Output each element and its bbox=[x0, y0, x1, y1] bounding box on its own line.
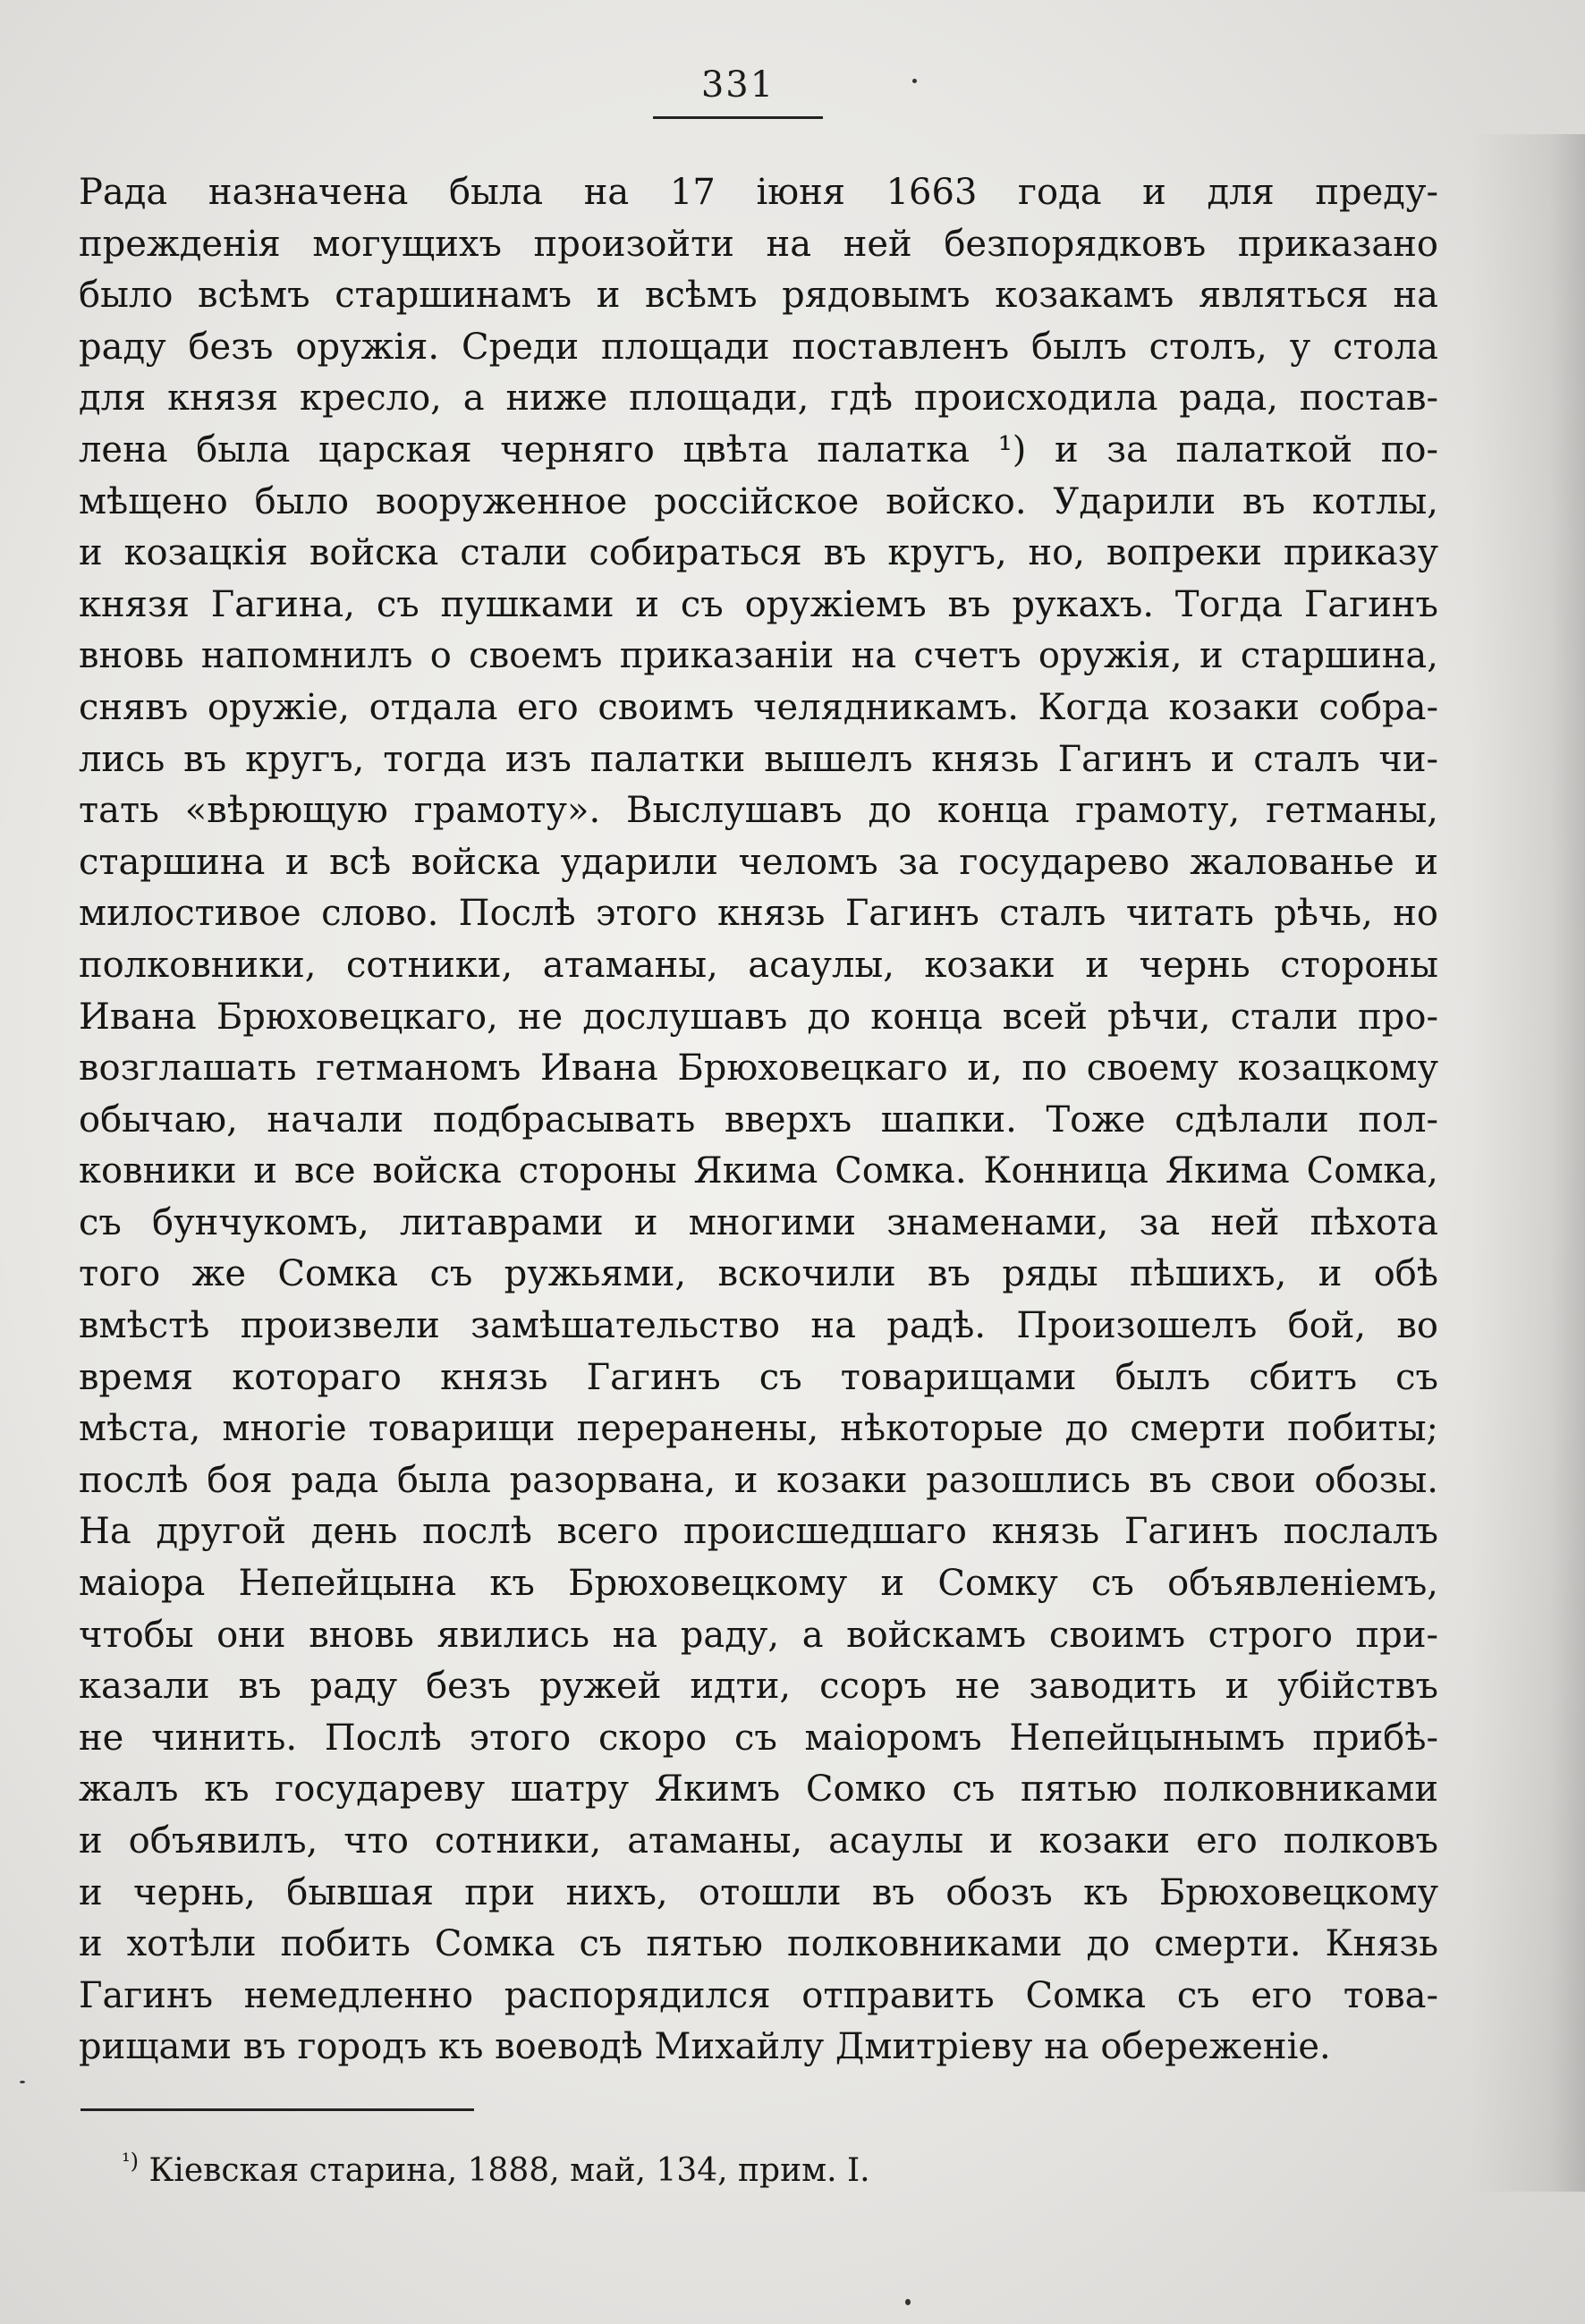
text-line: прежденія могущихъ произойти на ней безпорядковъ приказано bbox=[79, 223, 1438, 265]
text-line: На другой день послѣ всего происшедшаго князь Гагинъ послалъ bbox=[79, 1511, 1438, 1553]
text-line: обычаю, начали подбрасывать вверхъ шапки. Тоже сдѣлали пол- bbox=[79, 1098, 1438, 1141]
ink-speck bbox=[912, 79, 917, 83]
page-edge-shadow bbox=[1469, 134, 1585, 2192]
text-line: и чернь, бывшая при нихъ, отошли въ обозъ къ Брюховецкому bbox=[79, 1871, 1438, 1913]
text-line: полковники, сотники, атаманы, асаулы, козаки и чернь стороны bbox=[79, 944, 1438, 986]
text-line: казали въ раду безъ ружей идти, ссоръ не заводить и убійствъ bbox=[79, 1666, 1438, 1708]
page-number: 331 bbox=[700, 64, 776, 106]
text-line: возглашать гетманомъ Ивана Брюховецкаго и, по своему козацкому bbox=[79, 1047, 1438, 1090]
ink-speck bbox=[905, 2299, 911, 2305]
text-line: князя Гагина, съ пушками и съ оружіемъ въ рукахъ. Тогда Гагинъ bbox=[79, 583, 1438, 625]
text-line: маіора Непейцына къ Брюховецкому и Сомку съ объявленіемъ, bbox=[79, 1563, 1438, 1605]
page-number-underline bbox=[653, 116, 823, 119]
text-line: время котораго князь Гагинъ съ товарищами былъ сбитъ съ bbox=[79, 1356, 1438, 1398]
footnote-text: Кіевская старина, 1888, май, 134, прим. I. bbox=[148, 2152, 870, 2189]
footnote-marker: ¹) bbox=[122, 2149, 139, 2174]
text-line: послѣ боя рада была разорвана, и козаки разошлись въ свои обозы. bbox=[79, 1459, 1438, 1501]
text-line: и объявилъ, что сотники, атаманы, асаулы и козаки его полковъ bbox=[79, 1820, 1438, 1862]
text-line: не чинить. Послѣ этого скоро съ маіоромъ Непейцынымъ прибѣ- bbox=[79, 1717, 1438, 1759]
text-line: Ивана Брюховецкаго, не дослушавъ до конца всей рѣчи, стали про- bbox=[79, 996, 1438, 1038]
text-line: мѣста, многіе товарищи переранены, нѣкоторые до смерти побиты; bbox=[79, 1408, 1438, 1450]
text-line: лена была царская черняго цвѣта палатка ¹) и за палаткой по- bbox=[79, 428, 1438, 471]
footnote bbox=[122, 2149, 870, 2189]
text-line: Гагинъ немедленно распорядился отправить Сомка съ его това- bbox=[79, 1974, 1438, 2016]
text-line: раду безъ оружія. Среди площади поставленъ былъ столъ, у стола bbox=[79, 326, 1438, 368]
text-line: старшина и всѣ войска ударили челомъ за государево жалованье и bbox=[79, 841, 1438, 883]
text-line: того же Сомка съ ружьями, вскочили въ ряды пѣшихъ, и обѣ bbox=[79, 1253, 1438, 1295]
text-line: ковники и все войска стороны Якима Сомка. Конница Якима Сомка, bbox=[79, 1150, 1438, 1192]
text-line: для князя кресло, а ниже площади, гдѣ происходила рада, постав- bbox=[79, 377, 1438, 420]
text-line: было всѣмъ старшинамъ и всѣмъ рядовымъ козакамъ являться на bbox=[79, 275, 1438, 317]
text-line: снявъ оружіе, отдала его своимъ челядникамъ. Когда козаки собра- bbox=[79, 686, 1438, 728]
text-line: вмѣстѣ произвели замѣшательство на радѣ. Произошелъ бой, во bbox=[79, 1305, 1438, 1347]
footnote-divider bbox=[81, 2108, 474, 2111]
text-line: и козацкія войска стали собираться въ кругъ, но, вопреки приказу bbox=[79, 532, 1438, 574]
text-line: лись въ кругъ, тогда изъ палатки вышелъ князь Гагинъ и сталъ чи- bbox=[79, 738, 1438, 780]
text-line: Рада назначена была на 17 іюня 1663 года и для преду- bbox=[79, 172, 1438, 213]
text-line: вновь напомнилъ о своемъ приказаніи на счетъ оружія, и старшина, bbox=[79, 635, 1438, 677]
text-line: мѣщено было вооруженное россійское войско. Ударили въ котлы, bbox=[79, 480, 1438, 522]
ink-speck bbox=[20, 2081, 25, 2083]
text-line: и хотѣли побить Сомка съ пятью полковниками до смерти. Князь bbox=[79, 1923, 1438, 1965]
text-line: чтобы они вновь явились на раду, а войскамъ своимъ строго при- bbox=[79, 1614, 1438, 1656]
text-line: рищами въ городъ къ воеводѣ Михайлу Дмитріеву на обереженіе. bbox=[79, 2026, 1331, 2068]
main-text-block bbox=[79, 167, 1438, 2074]
text-line: тать «вѣрющую грамоту». Выслушавъ до конца грамоту, гетманы, bbox=[79, 790, 1438, 832]
text-line: жалъ къ государеву шатру Якимъ Сомко съ пятью полковниками bbox=[79, 1768, 1438, 1811]
text-line: съ бунчукомъ, литаврами и многими знаменами, за ней пѣхота bbox=[79, 1201, 1438, 1243]
text-line: милостивое слово. Послѣ этого князь Гагинъ сталъ читать рѣчь, но bbox=[79, 893, 1438, 935]
